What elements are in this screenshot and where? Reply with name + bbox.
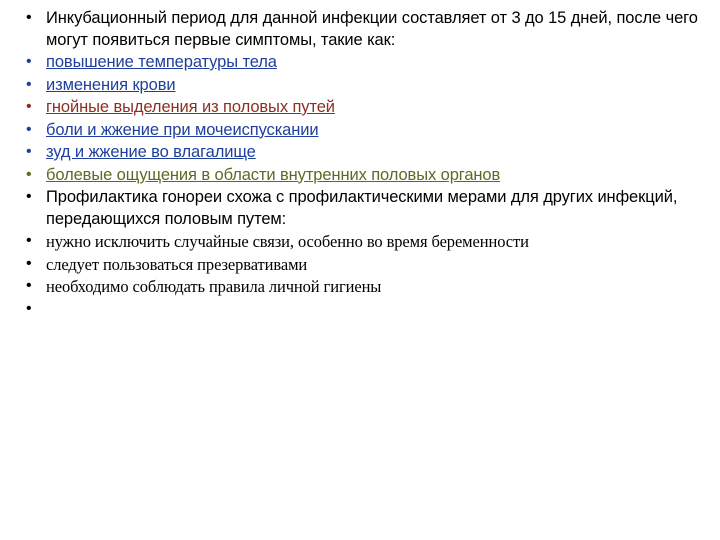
list-item[interactable]: [18, 142, 702, 164]
list-item[interactable]: [18, 52, 702, 74]
list-item-text: Инкубационный период для данной инфекции составляет от 3 до 15 дней, после чего могут появиться первые симптомы, такие как:: [46, 9, 698, 49]
list-item[interactable]: [18, 120, 702, 142]
bullet-list: [18, 8, 702, 319]
list-item[interactable]: [18, 97, 702, 119]
list-item: [18, 254, 702, 276]
list-item-text: следует пользоваться презервативами: [46, 254, 308, 274]
list-item-text: изменения крови: [46, 75, 176, 94]
list-item-text: зуд и жжение во влагалище: [46, 143, 256, 161]
list-item-text: Профилактика гонореи схожа с профилактическими мерами для других инфекций, передающихся половым путем:: [46, 188, 678, 228]
list-item-text: необходимо соблюдать правила личной гигиены: [46, 277, 382, 296]
list-item[interactable]: [18, 75, 702, 97]
list-item-text: боли и жжение при мочеиспускании: [46, 120, 319, 139]
list-item: [18, 231, 702, 253]
list-item-text: нужно исключить случайные связи, особенно во время беременности: [46, 232, 529, 251]
list-item[interactable]: [18, 165, 702, 187]
list-item-text: повышение температуры тела: [46, 53, 277, 71]
list-item: [18, 276, 702, 298]
list-item-text: болевые ощущения в области внутренних половых органов: [46, 165, 501, 184]
list-item: [18, 187, 702, 230]
list-item: [18, 299, 702, 319]
list-item: [18, 8, 702, 51]
list-item-text: гнойные выделения из половых путей: [46, 98, 335, 116]
